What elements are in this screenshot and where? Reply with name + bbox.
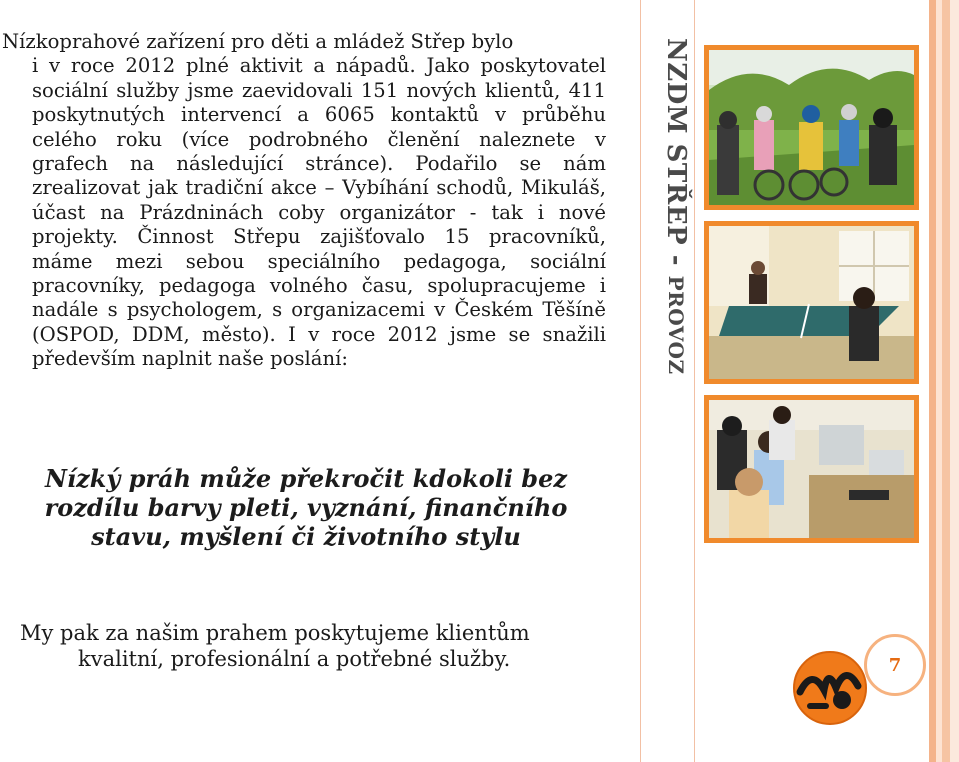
closing-line-1: My pak za našim prahem poskytujeme klientům: [20, 621, 530, 645]
organization-logo-icon: [790, 648, 870, 728]
decorative-stripe: [942, 0, 950, 762]
decorative-stripe: [950, 0, 959, 762]
intro-first-line: Nízkoprahové zařízení pro děti a mládež Střep bylo: [2, 30, 514, 53]
side-title: [639, 38, 691, 398]
closing-line-2: kvalitní, profesionální a potřebné služby.: [78, 647, 511, 671]
decorative-stripe: [929, 0, 936, 762]
closing-paragraph: [20, 620, 620, 672]
page-number: 7: [864, 634, 926, 696]
photo-computer-room: [704, 395, 919, 543]
motto-text: Nízký práh může překročit kdokoli bez rozdílu barvy pleti, vyznání, finančního stavu, myšlení či životního stylu: [44, 464, 568, 551]
intro-paragraph: [2, 30, 606, 372]
side-title-main: NZDM STŘEP -: [661, 38, 691, 276]
intro-text: i v roce 2012 plné aktivit a nápadů. Jako poskytovatel sociální služby jsme zaevidovali 151 nových klientů, 411 poskytnutých intervencí a 6065 kontaktů v průběhu celého roku (více podrobného členění naleznete v grafech na následující stránce). Podařilo se nám zrealizovat jak tradiční akce – Vybíhání schodů, Mikuláš, účast na Prázdninách coby organizátor - tak i nové projekty. Činnost Střepu zajišťovalo 15 pracovníků, máme mezi sebou speciálního pedagoga, sociální pracovníky, pedagoga volného času, spolupracujeme i nadále s psychologem, s organizacemi v Českém Těšíně (OSPOD, DDM, město). I v roce 2012 jsme se snažili především naplnit naše poslání:: [32, 54, 606, 371]
photo-table-tennis: [704, 221, 919, 384]
side-title-sub: PROVOZ: [664, 275, 688, 375]
divider-line: [694, 0, 695, 762]
photo-cyclists: [704, 45, 919, 210]
